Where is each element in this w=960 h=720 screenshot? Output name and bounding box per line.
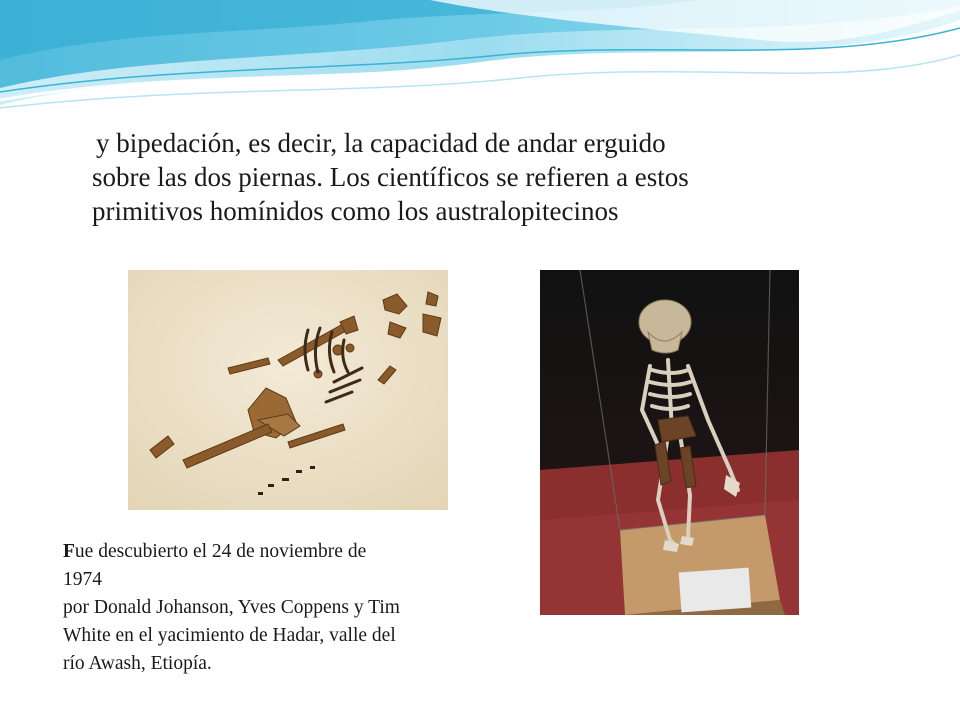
skeleton-display-photo — [540, 270, 799, 615]
caption-line-1 — [63, 538, 533, 594]
main-paragraph — [92, 126, 892, 228]
discovery-caption — [63, 538, 533, 678]
caption-bold-initial: F — [63, 541, 75, 562]
fossil-bones-photo — [128, 270, 448, 510]
paragraph-line-3: primitivos homínidos como los australopitecinos — [92, 196, 619, 226]
caption-line-1-text: ue descubierto el 24 de noviembre de — [74, 541, 367, 562]
paragraph-line-2: sobre las dos piernas. Los científicos se refieren a estos — [92, 162, 689, 192]
paragraph-line-1: y bipedación, es decir, la capacidad de andar erguido — [96, 128, 666, 158]
header-wave-decoration — [0, 0, 960, 120]
caption-line-2: por Donald Johanson, Yves Coppens y Tim — [63, 597, 400, 618]
caption-line-3: White en el yacimiento de Hadar, valle del — [63, 625, 396, 646]
caption-line-4: río Awash, Etiopía. — [63, 653, 212, 674]
caption-year: 1974 — [63, 569, 102, 590]
